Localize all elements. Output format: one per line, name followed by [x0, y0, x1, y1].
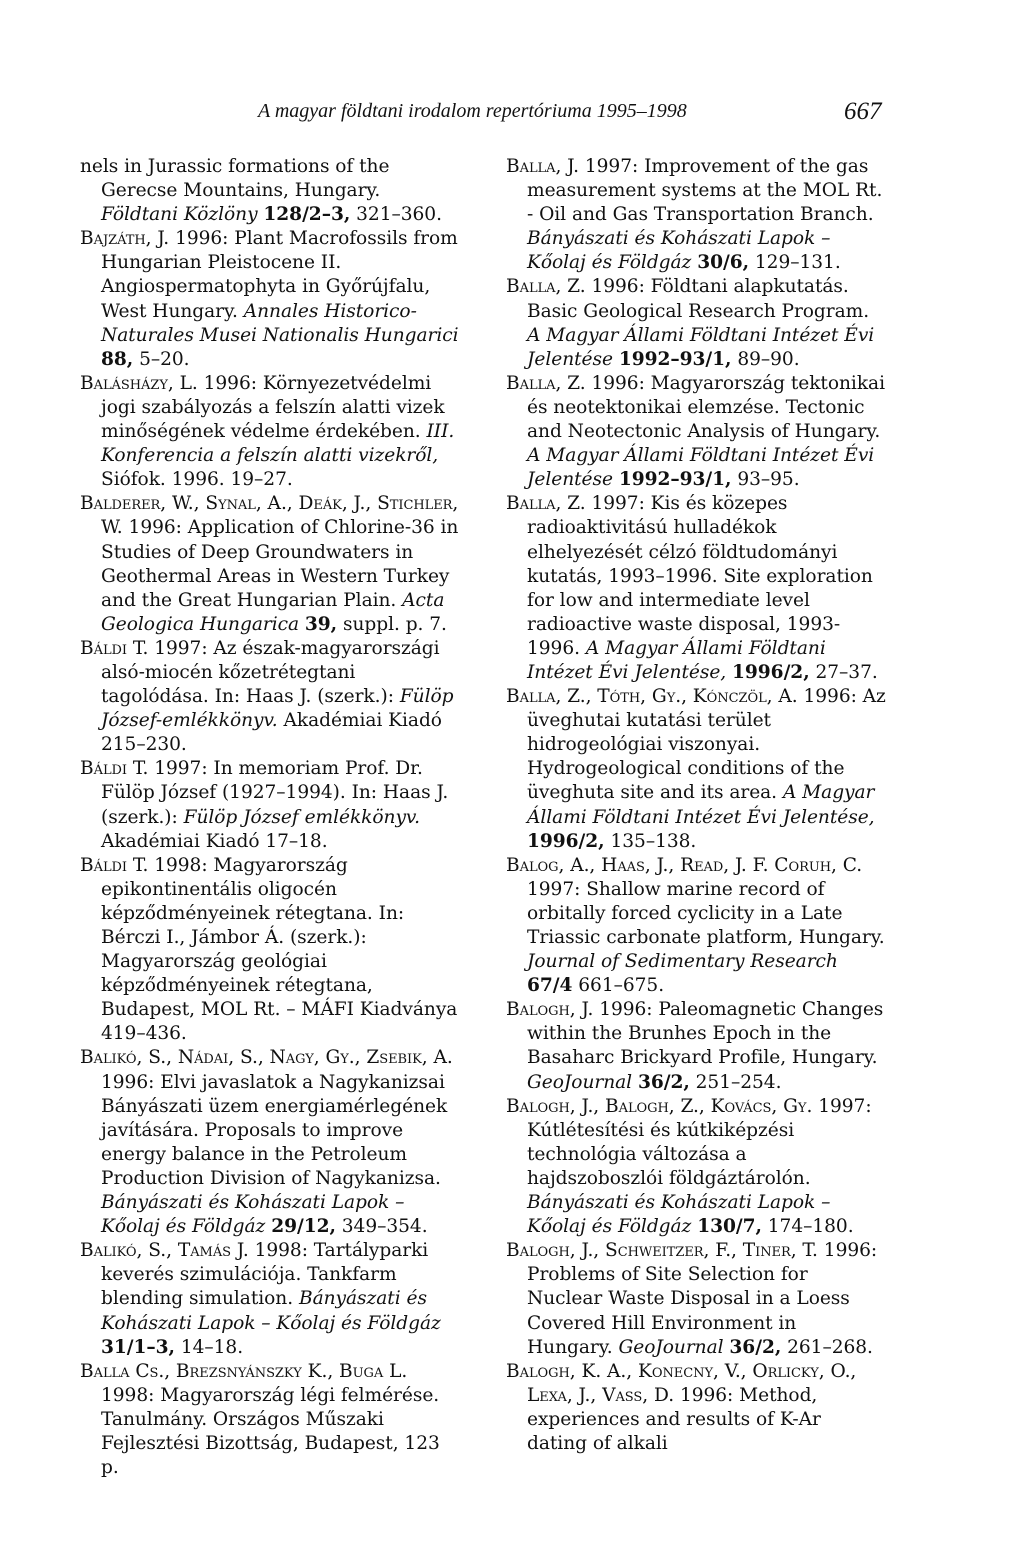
bibliography-entry	[80, 757, 460, 853]
entry-authors: Balog, A., Haas, J., Read, J. F. Coruh, C.	[506, 854, 863, 876]
bibliography-entry	[506, 1360, 886, 1456]
entry-pages: Akadémiai Kiadó 215–230.	[101, 710, 442, 756]
entry-volume: 128/2–3,	[263, 204, 351, 226]
entry-volume: 130/7,	[697, 1216, 762, 1238]
running-header	[0, 100, 1024, 140]
entry-pages: 251–254.	[695, 1071, 782, 1093]
entry-pages: 89–90.	[737, 348, 800, 370]
entry-authors: Balikó, S., Nádai, S., Nagy, Gy., Zsebik, A.	[80, 1047, 453, 1069]
entry-authors: Balla Cs., Brezsnyánszky K., Buga L.	[80, 1360, 408, 1382]
entry-authors: Báldi T.	[80, 758, 149, 780]
entry-text: 1998: Tartályparki keverés szimulációja. Tankfarm blending simulation.	[101, 1240, 429, 1310]
entry-volume: 29/12,	[271, 1216, 336, 1238]
entry-pages: 349–354.	[341, 1216, 428, 1238]
entry-source: Fülöp József-emlékkönyv.	[101, 686, 454, 732]
entry-pages: 27–37.	[815, 661, 878, 683]
bibliography-entry	[80, 1046, 460, 1239]
entry-source: GeoJournal	[618, 1336, 724, 1358]
entry-text: 1998: Magyarország epikontinentális oligocén képződményeinek rétegtana. In: Bérczi I., Jámbor Á. (szerk.): Magyarország geológiai képződményeinek rétegtana, Budapest, MOL Rt. – MÁFI Kiadványa 419–436.	[101, 854, 458, 1045]
entry-authors: Balderer, W., Synal, A., Deák, J., Stichler, W.	[80, 493, 459, 539]
entry-pages: 5–20.	[139, 348, 190, 370]
entry-authors: Báldi T.	[80, 637, 149, 659]
entry-pages: 174–180.	[767, 1216, 854, 1238]
entry-pages: Akadémiai Kiadó 17–18.	[101, 830, 328, 852]
entry-volume: 1992–93/1,	[618, 348, 732, 370]
entry-authors: Balásházy, L.	[80, 372, 198, 394]
bibliography-entry	[506, 492, 886, 685]
bibliography-entry	[80, 637, 460, 757]
entry-text: 1996: Problems of Site Selection for Nuclear Waste Disposal in a Loess Covered Hill Environment in Hungary.	[527, 1240, 878, 1358]
bibliography-entry	[80, 227, 460, 372]
entry-volume: 39,	[304, 613, 338, 635]
bibliography-entry	[506, 998, 886, 1094]
entry-text: 1996: Method, experiences and results of K-Ar dating of alkali	[527, 1384, 821, 1454]
bibliography-entry	[80, 492, 460, 637]
entry-authors: Balikó, S., Tamás J.	[80, 1240, 249, 1262]
entry-volume: 31/1–3,	[101, 1336, 175, 1358]
entry-text: 1996: Elvi javaslatok a Nagykanizsai Bányászati üzem energiamérlegének javítására. Proposals to improve energy balance in the Petroleum Production Division of Nagykanizsa.	[101, 1071, 448, 1189]
entry-source: Bányászati és Kohászati Lapok – Kőolaj és Földgáz	[527, 1192, 831, 1238]
entry-source: III. Konferencia a felszín alatti vizekről,	[101, 421, 455, 467]
running-title: A magyar földtani irodalom repertóriuma 1995–1998	[258, 100, 687, 122]
entry-text: 1996: Plant Macrofossils from Hungarian Pleistocene II. Angiospermatophyta in Győrújfalu, West Hungary.	[101, 228, 458, 322]
entry-text: 1998: Magyarország légi felmérése. Tanulmány. Országos Műszaki Fejlesztési Bizottság, Budapest, 123 p.	[101, 1384, 440, 1479]
bibliography-entry	[506, 155, 886, 275]
entry-pages: 321–360.	[356, 204, 442, 226]
entry-volume: 36/2,	[637, 1071, 690, 1093]
entry-text: nels in Jurassic formations of the Gerecse Mountains, Hungary.	[80, 156, 390, 202]
entry-source: Bányászati és Kohászati Lapok – Kőolaj és Földgáz	[527, 228, 831, 274]
entry-text: 1996: Application of Chlorine-36 in Studies of Deep Groundwaters in Geothermal Areas in Western Turkey and the Great Hungarian Plain.	[101, 517, 459, 611]
bibliography-entry	[506, 275, 886, 371]
entry-text: 1997: Shallow marine record of orbitally forced cyclicity in a Late Triassic carbonate platform, Hungary.	[527, 878, 885, 948]
entry-authors: Balogh, J., Balogh, Z., Kovács, Gy.	[506, 1095, 813, 1117]
entry-pages: Siófok. 1996. 19–27.	[101, 469, 293, 491]
entry-authors: Balla, Z.	[506, 493, 586, 515]
entry-authors: Bajzáth, J.	[80, 228, 170, 250]
page-number: 667	[844, 98, 882, 125]
entry-authors: Balla, Z.	[506, 372, 586, 394]
entry-source: Journal of Sedimentary Research	[527, 951, 838, 973]
entry-authors: Báldi T.	[80, 854, 149, 876]
entry-pages: suppl. p. 7.	[342, 613, 447, 635]
entry-source: GeoJournal	[527, 1071, 633, 1093]
entry-text: 1996: Környezetvédelmi jogi szabályozás a felszín alatti vizek minőségének védelme érdekében.	[101, 372, 445, 443]
entry-volume: 67/4	[527, 975, 573, 997]
bibliography-entry	[80, 1239, 460, 1359]
entry-source: A Magyar Állami Földtani Intézet Évi Jelentése	[527, 324, 875, 370]
entry-text: 1997: Improvement of the gas measurement systems at the MOL Rt. - Oil and Gas Transportation Branch.	[527, 156, 883, 226]
entry-source: Fülöp József emlékkönyv.	[183, 806, 421, 828]
bibliography-entry	[506, 1239, 886, 1359]
left-column	[80, 155, 460, 1480]
entry-source: Bányászati és Kohászati Lapok – Kőolaj és Földgáz	[101, 1192, 405, 1238]
entry-authors: Balogh, J., Schweitzer, F., Tiner, T.	[506, 1240, 818, 1262]
entry-volume: 1992–93/1,	[618, 469, 732, 491]
entry-pages: 135–138.	[610, 830, 697, 852]
entry-pages: 261–268.	[787, 1336, 873, 1358]
bibliography-entry	[506, 1095, 886, 1240]
bibliography-entry	[80, 854, 460, 1047]
entry-authors: Balla, Z.	[506, 276, 586, 298]
entry-source: Bányászati és Kohászati Lapok – Kőolaj és Földgáz	[101, 1288, 441, 1334]
entry-text: 1996: Földtani alapkutatás. Basic Geological Research Program.	[527, 276, 870, 322]
entry-text: 1996: Magyarország tektonikai és neotektonikai elemzése. Tectonic and Neotectonic Analysis of Hungary.	[527, 372, 885, 443]
bibliography-entry	[80, 1360, 460, 1480]
bibliography-entry	[506, 372, 886, 492]
entry-volume: 36/2,	[729, 1336, 782, 1358]
entry-source: Annales Historico-Naturales Musei Nationalis Hungarici	[101, 300, 459, 346]
entry-authors: Balogh, K. A., Konecny, V., Orlicky, O., Lexa, J., Vass, D.	[506, 1360, 857, 1406]
entry-authors: Balla, Z., Tóth, Gy., Kónczöl, A.	[506, 686, 798, 708]
entry-text: 1997: Kútlétesítési és kútkiképzési technológia változása a hajdszoboszlói földgáztárolón.	[527, 1095, 872, 1189]
right-column	[506, 155, 886, 1456]
entry-source: Földtani Közlöny	[101, 204, 258, 226]
entry-volume: 88,	[101, 348, 134, 370]
entry-volume: 1996/2,	[527, 830, 605, 852]
bibliography-entry	[506, 854, 886, 999]
entry-pages: 14–18.	[180, 1336, 244, 1358]
entry-text: 1996: Paleomagnetic Changes within the Brunhes Epoch in the Basaharc Brickyard Profile, Hungary.	[527, 999, 884, 1069]
entry-pages: 93–95.	[737, 469, 800, 491]
entry-text: 1996: Az üveghutai kutatási terület hidrogeológiai viszonyai. Hydrogeological conditions of the üveghuta site and its area.	[527, 686, 886, 804]
entry-authors: Balogh, J.	[506, 999, 594, 1021]
entry-authors: Balla, J.	[506, 156, 579, 177]
entry-pages: 129–131.	[754, 252, 841, 274]
entry-text: 1997: Kis és közepes radioaktivitású hulladékok elhelyezését célzó földtudományi kutatás, 1993–1996. Site exploration for low and intermediate level radioactive waste disposal, 1993-1996.	[527, 493, 873, 659]
entry-source: A Magyar Állami Földtani Intézet Évi Jelentése,	[527, 782, 875, 828]
bibliography-entry	[80, 372, 460, 492]
entry-source: A Magyar Állami Földtani Intézet Évi Jelentése	[527, 445, 875, 491]
entry-source: A Magyar Állami Földtani Intézet Évi Jelentése,	[527, 637, 826, 683]
bibliography-entry	[506, 685, 886, 854]
entry-source: Acta Geologica Hungarica	[101, 589, 445, 635]
entry-pages: 661–675.	[578, 975, 665, 997]
bibliography-entry	[80, 155, 460, 227]
entry-volume: 1996/2,	[732, 661, 810, 683]
entry-text: 1997: In memoriam Prof. Dr. Fülöp József (1927–1994). In: Haas J. (szerk.):	[101, 758, 449, 828]
entry-volume: 30/6,	[697, 252, 750, 274]
entry-text: 1997: Az észak-magyarországi alsó-miocén kőzetrétegtani tagolódása. In: Haas J. (szerk.):	[101, 637, 440, 708]
